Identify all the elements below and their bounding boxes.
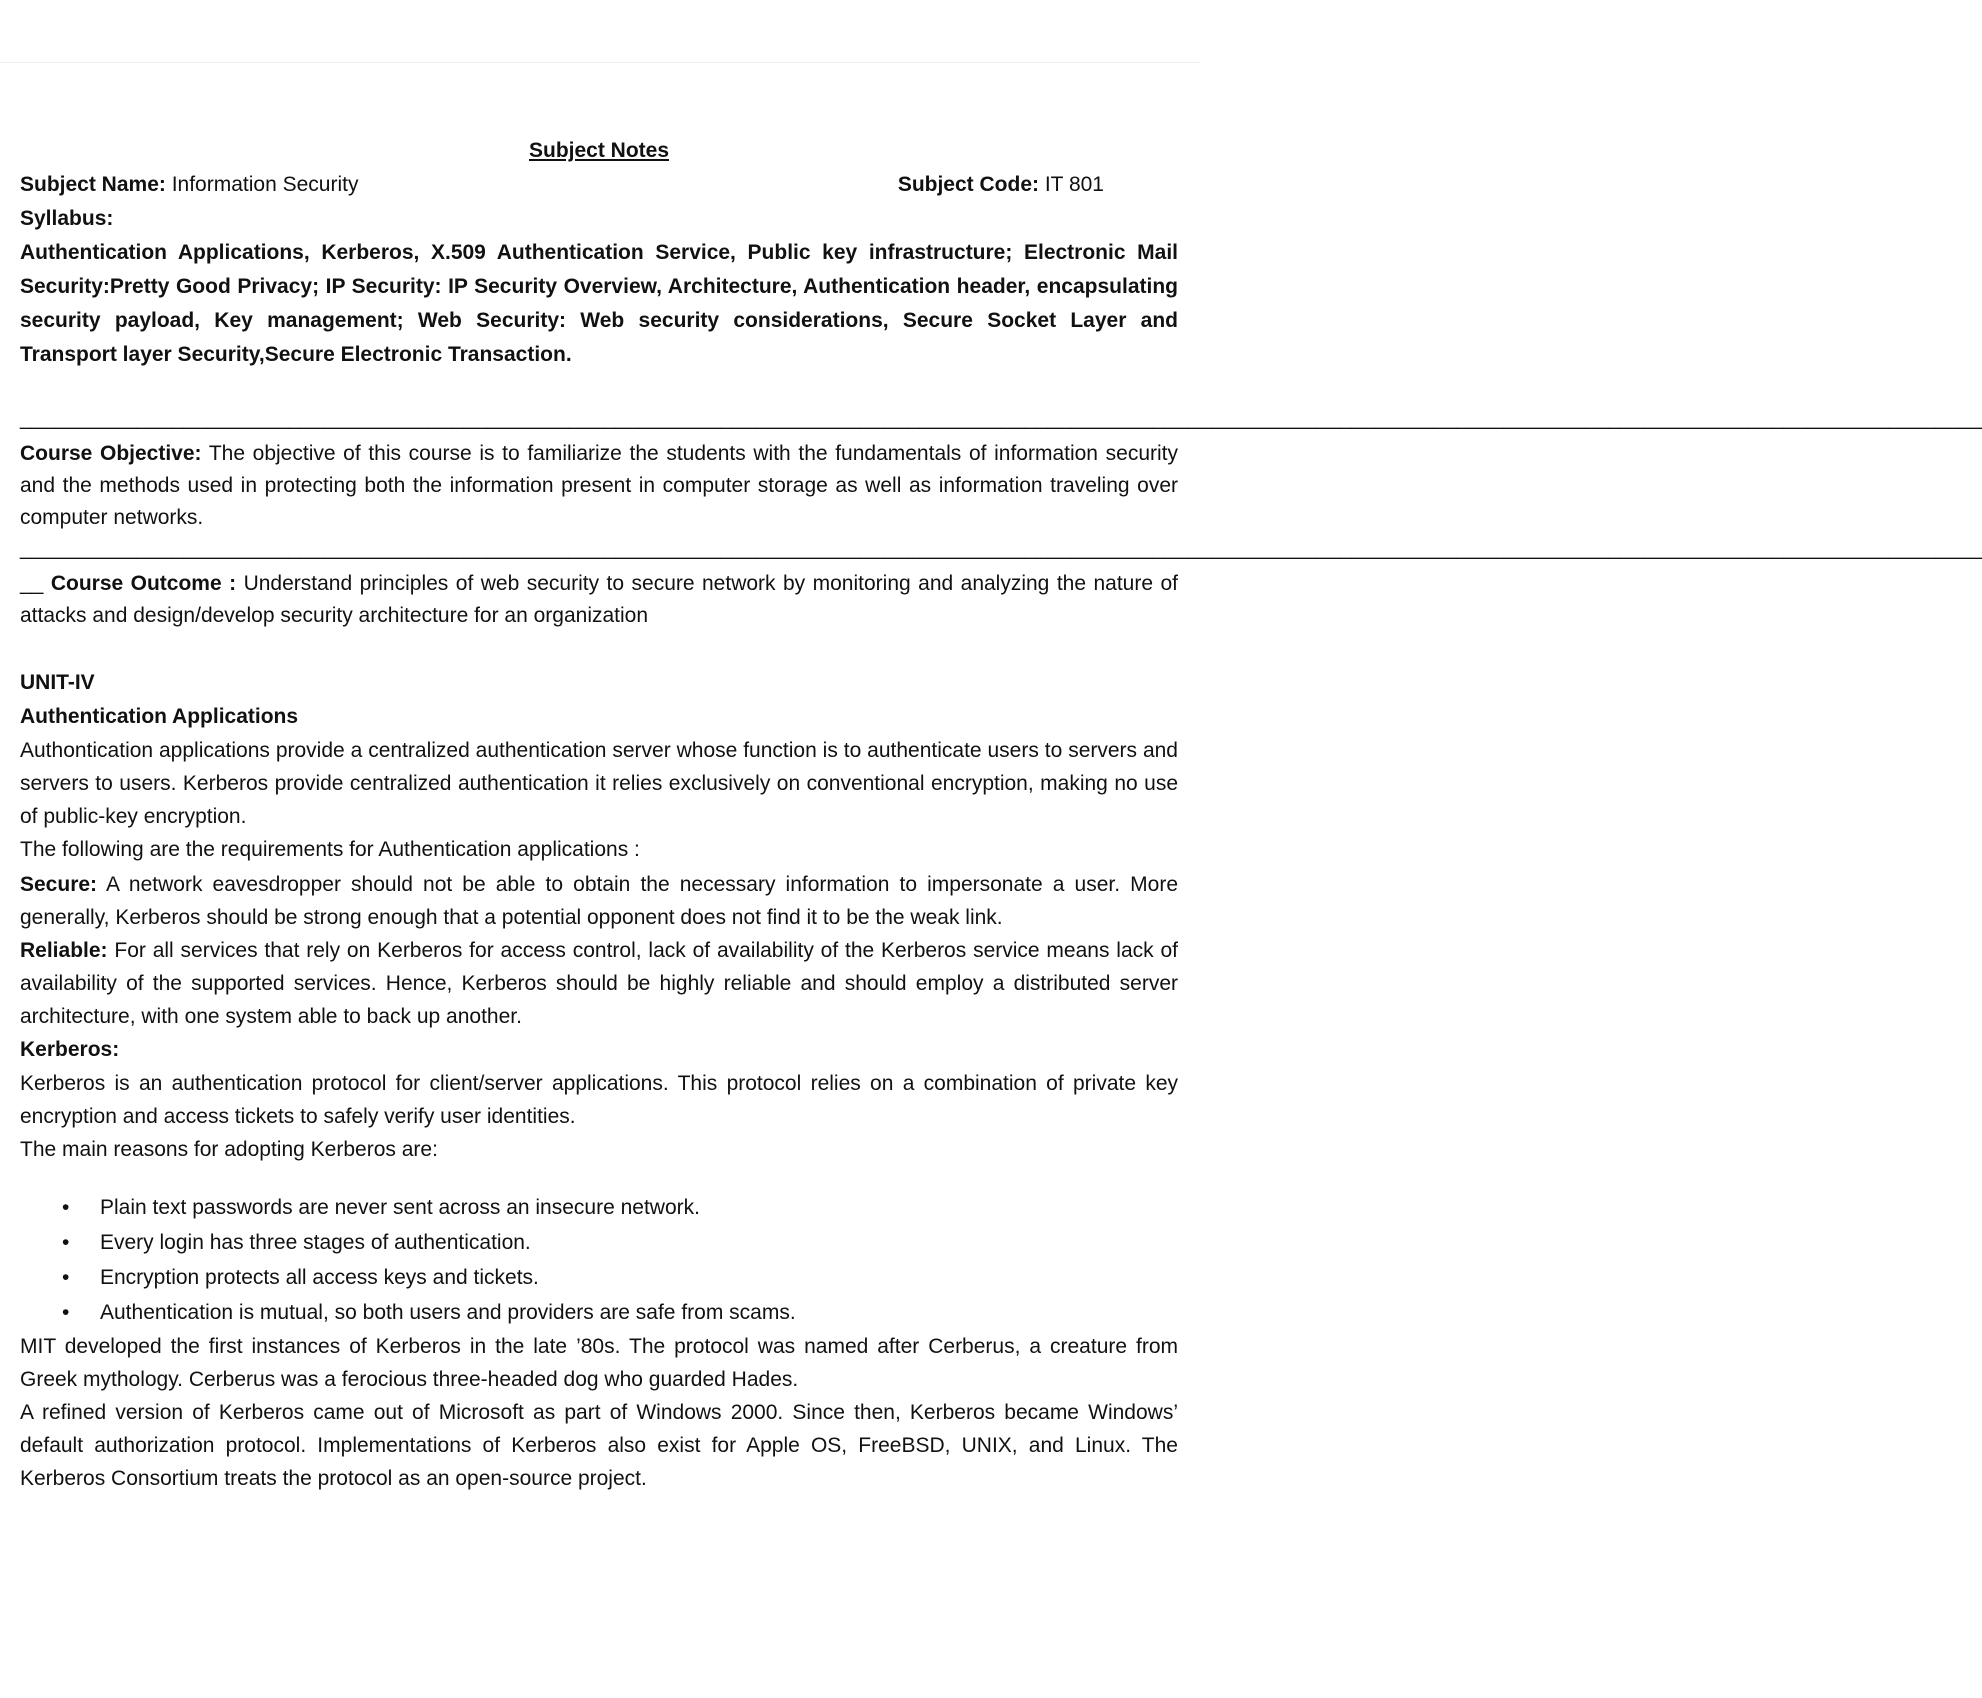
course-objective-text: The objective of this course is to familiarize the students with the fundamentals of information security and the methods used in protecting both the information present in computer storage as well as information traveling over computer networks. [20,442,1178,529]
unit-label: UNIT-IV [20,671,95,694]
subject-name-value: Information Security [165,173,359,196]
page-title: Subject Notes [528,139,670,162]
reasons-list [20,1190,1178,1330]
subject-info-row [20,168,1178,202]
reasons-intro: The main reasons for adopting Kerberos are: [20,1138,438,1161]
secure-label: Secure: [20,873,98,896]
subject-code [898,168,1104,202]
syllabus-text: Authentication Applications, Kerberos, X.509 Authentication Service, Public key infrastructure; Electronic Mail Security:Pretty Good Privacy; IP Security: IP Security Overview, Architecture, Authentication header, encapsulating security payload, Key management; Web Security: Web security considerations, Secure Socket Layer and Transport layer Security,Secure Electronic Transaction. [20,241,1178,366]
intro-paragraph: Authontication applications provide a centralized authentication server whose function is to authenticate users to servers and servers to users. Kerberos provide centralized authentication it relies exclusively on conventional encryption, making no use of public-key encryption. [20,739,1178,828]
course-outcome-prefix: __ [20,572,51,595]
list-item: • Plain text passwords are never sent across an insecure network. [62,1190,1178,1225]
kerberos-intro: Kerberos is an authentication protocol for client/server applications. This protocol relies on a combination of private key encryption and access tickets to safely verify user identities. [20,1072,1178,1128]
secure-text: A network eavesdropper should not be able to obtain the necessary information to impersonate a user. More generally, Kerberos should be strong enough that a potential opponent does not find it to be the weak link. [20,873,1178,929]
kerberos-heading: Kerberos: [20,1038,120,1061]
list-item: • Encryption protects all access keys and tickets. [62,1260,1178,1295]
divider-rule: ________________________________________________________________________________________________________________________________________________________________________ [20,407,1982,430]
course-outcome [20,568,1178,632]
section-heading: Authentication Applications [20,705,299,728]
syllabus-label: Syllabus: [20,207,114,230]
subject-code-label: Subject Code: [897,173,1039,196]
course-outcome-text: Understand principles of web security to secure network by monitoring and analyzing the nature of attacks and design/develop security architecture for an organization [20,572,1178,627]
requirements-intro: The following are the requirements for Authentication applications : [20,838,640,861]
list-item: • Every login has three stages of authentication. [62,1225,1178,1260]
course-outcome-label: Course Outcome : [50,572,237,595]
list-item: • Authentication is mutual, so both users and providers are safe from scams. [62,1295,1178,1330]
reliable-label: Reliable: [20,939,108,962]
history-paragraph: MIT developed the first instances of Kerberos in the late ’80s. The protocol was named after Cerberus, a creature from Greek mythology. Cerberus was a ferocious three-headed dog who guarded Hades. [20,1335,1178,1391]
divider-rule: ________________________________________________________________________________________________________________________________________________________________________ [20,537,1982,560]
spacer [20,372,1178,406]
subject-code-value: IT 801 [1039,173,1104,196]
microsoft-paragraph: A refined version of Kerberos came out of Microsoft as part of Windows 2000. Since then, Kerberos became Windows’ default authorization protocol. Implementations of Kerberos also exist for Apple OS, FreeBSD, UNIX, and Linux. The Kerberos Consortium treats the protocol as an open-source project. [20,1401,1178,1490]
course-objective-label: Course Objective: [20,442,202,465]
page-top-border [0,62,1200,63]
course-objective [20,438,1178,534]
secure-paragraph [20,868,1178,934]
subject-name [20,168,358,202]
spacer [20,1166,1178,1190]
spacer [20,632,1178,666]
reliable-text: For all services that rely on Kerberos for access control, lack of availability of the Kerberos service means lack of availability of the supported services. Hence, Kerberos should be highly reliable and should employ a distributed server architecture, with one system able to back up another. [20,939,1178,1028]
subject-name-label: Subject Name: [20,173,166,196]
reliable-paragraph [20,934,1178,1033]
